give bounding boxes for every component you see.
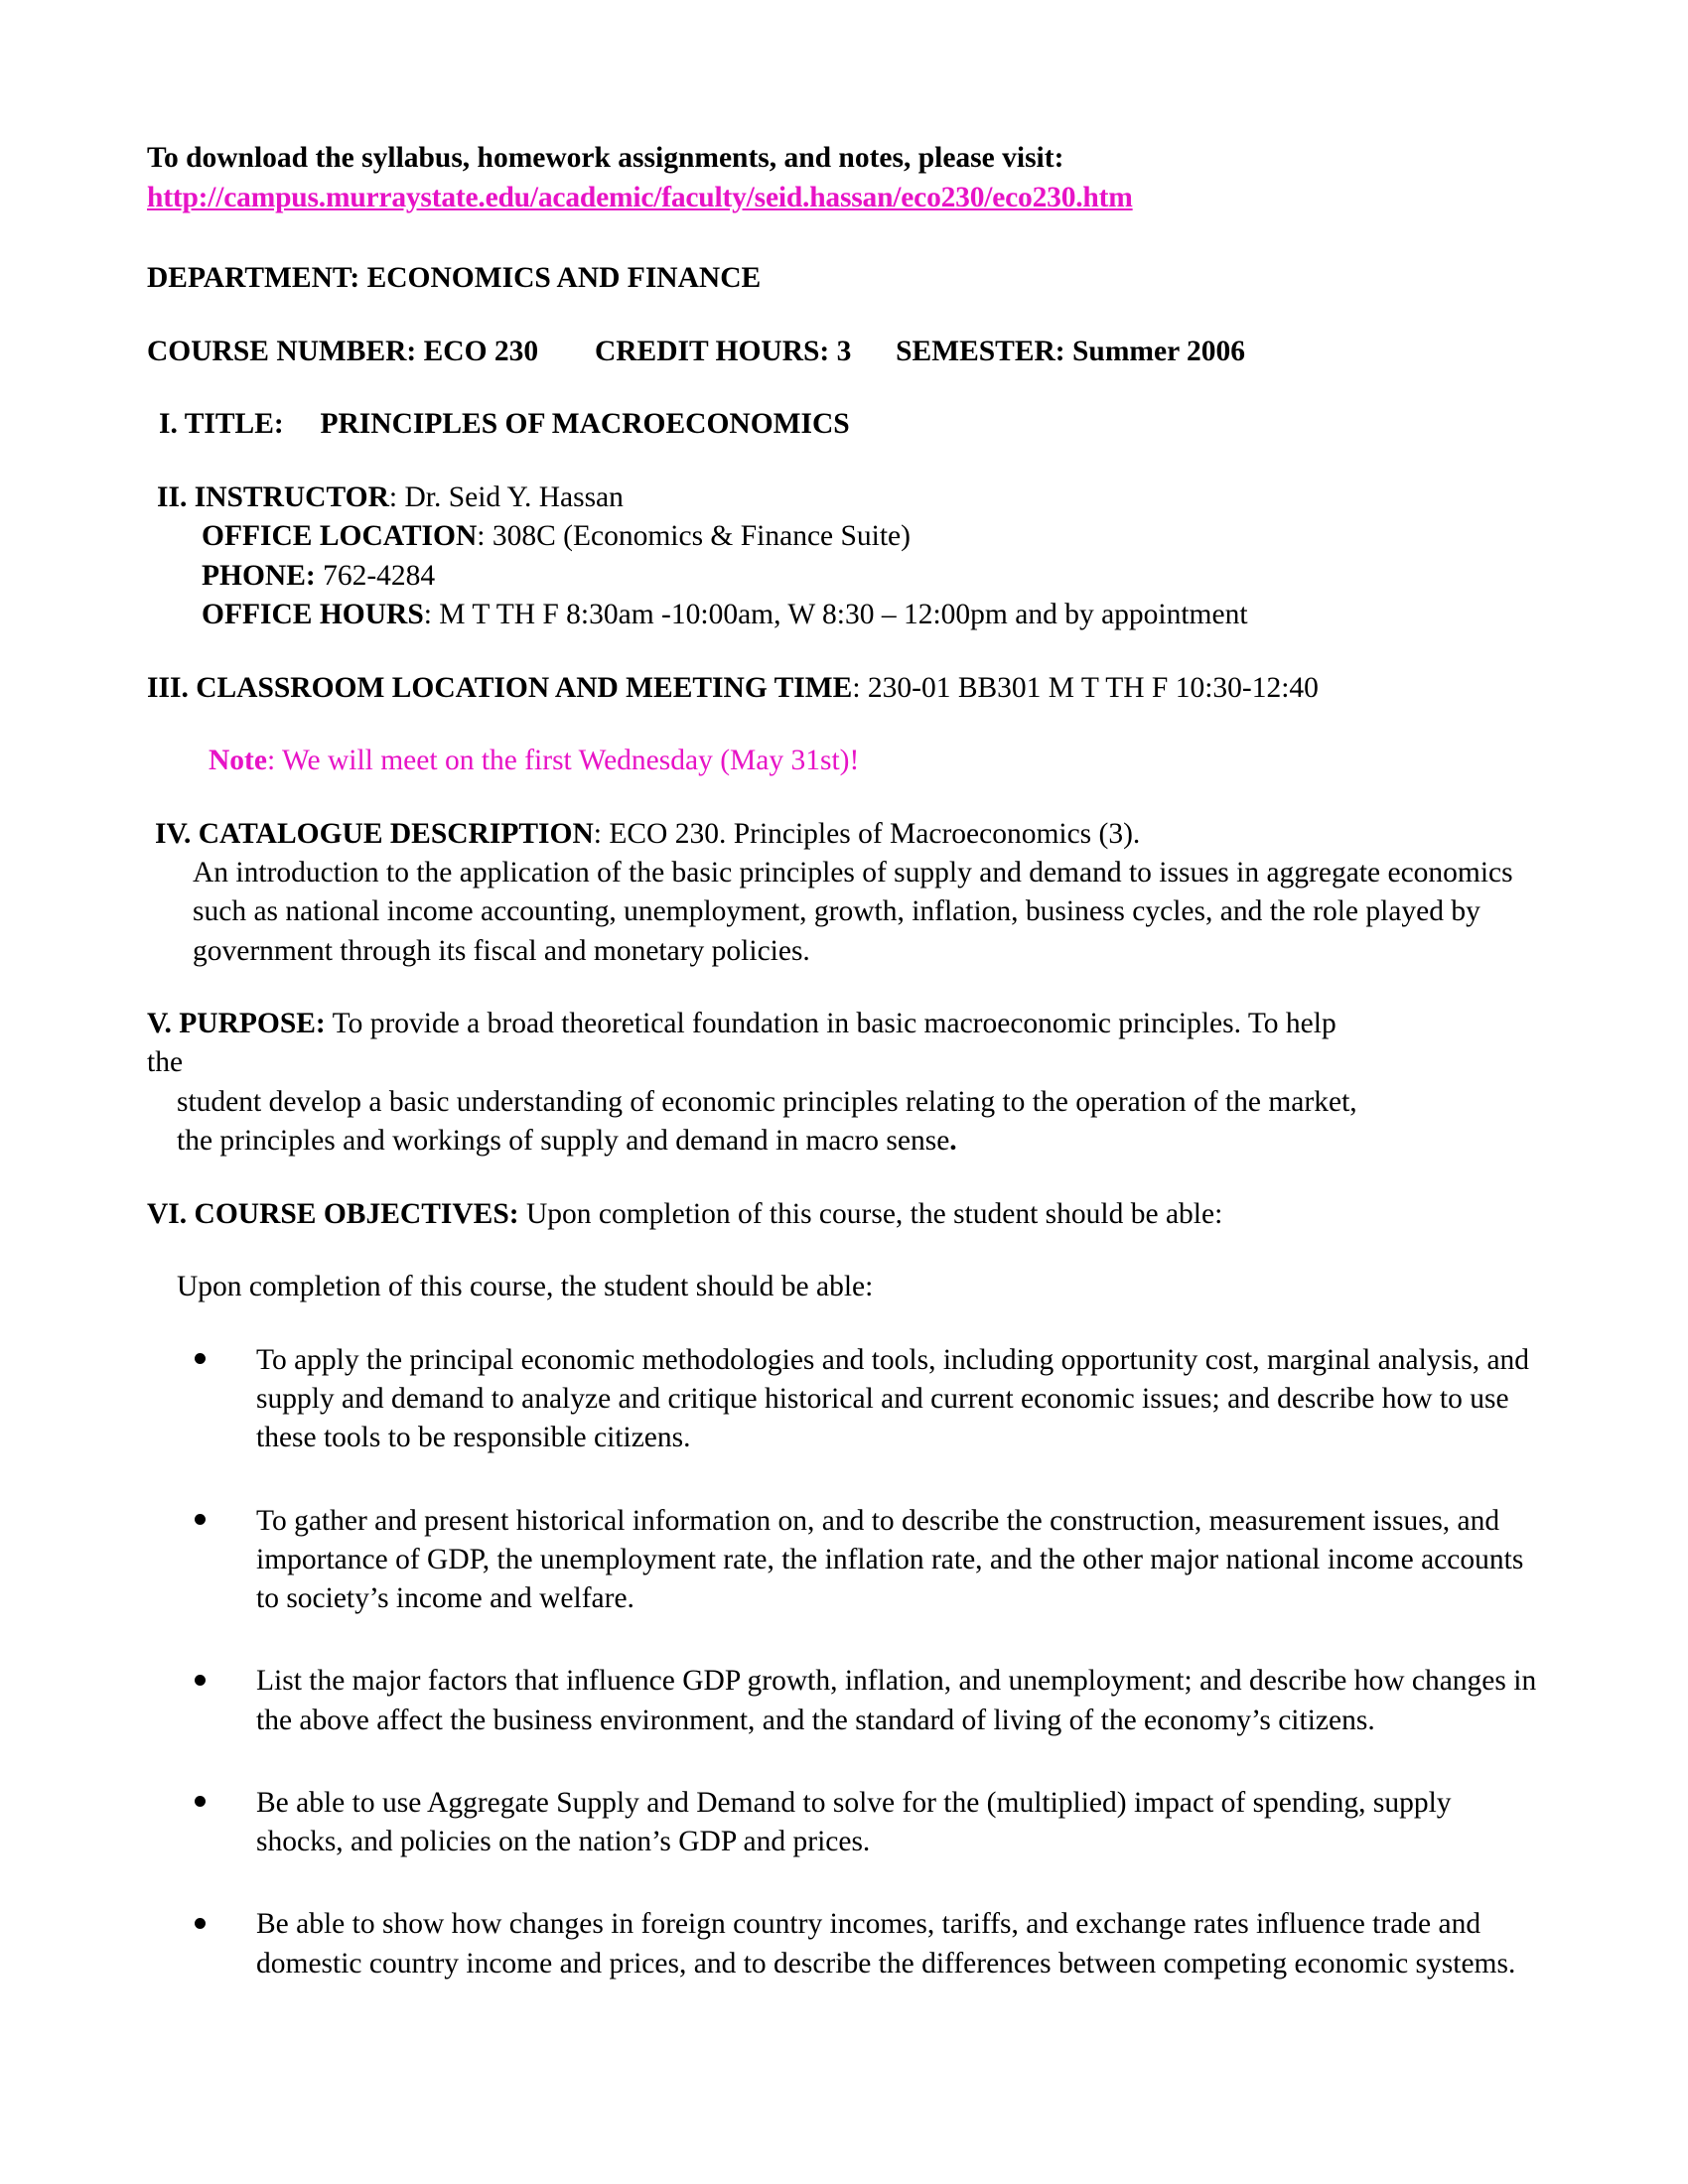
purpose-line3: student develop a basic understanding of economic principles relating to the operation of the market,	[177, 1085, 1357, 1118]
section-catalogue	[147, 815, 1537, 971]
list-item	[147, 1502, 1537, 1619]
note-text: : We will meet on the first Wednesday (May 31st)!	[266, 745, 860, 777]
spacer	[147, 1234, 1537, 1268]
instructor-name: : Dr. Seid Y. Hassan	[388, 480, 624, 513]
list-item	[147, 1784, 1537, 1861]
syllabus-url-link[interactable]: http://campus.murraystate.edu/academic/faculty/seid.hassan/eco230/eco230.htm	[147, 181, 1133, 213]
objective-text: Be able to show how changes in foreign country incomes, tariffs, and exchange rates influence trade and domestic country income and prices, and to describe the differences between competing economic systems.	[256, 1908, 1516, 1979]
catalogue-heading: IV. CATALOGUE DESCRIPTION	[155, 817, 594, 850]
spacer	[147, 781, 1537, 815]
spacer	[147, 445, 1537, 478]
spacer	[147, 217, 1537, 259]
section-title-numeral: I. TITLE:	[159, 408, 284, 441]
spacer	[147, 371, 1537, 405]
course-meta-line	[147, 333, 1537, 372]
document-body	[147, 139, 1537, 1983]
section-instructor	[147, 478, 1537, 635]
classroom-heading: III. CLASSROOM LOCATION AND MEETING TIME	[147, 671, 853, 704]
office-hours-value: : M T TH F 8:30am -10:00am, W 8:30 – 12:00pm and by appointment	[423, 599, 1248, 631]
spacer	[147, 635, 1537, 669]
objectives-heading-rest: Upon completion of this course, the student should be able:	[518, 1197, 1223, 1230]
office-hours-label: OFFICE HOURS	[202, 599, 424, 631]
purpose-heading-line	[147, 1005, 1537, 1044]
catalogue-heading-line	[147, 815, 1537, 855]
section-title-value: PRINCIPLES OF MACROECONOMICS	[320, 408, 850, 441]
bullet-icon	[195, 1918, 206, 1929]
spacer	[147, 708, 1537, 742]
office-hours-line	[147, 596, 1537, 635]
list-item	[147, 1905, 1537, 1982]
classroom-note	[147, 742, 1537, 781]
office-location-label: OFFICE LOCATION	[202, 520, 478, 553]
objective-text: To gather and present historical information on, and to describe the construction, measurement issues, and importance of GDP, the unemployment rate, the inflation rate, and the other major national income accounts to society’s income and welfare.	[256, 1504, 1524, 1615]
phone-line	[147, 557, 1537, 597]
classroom-line	[147, 669, 1537, 709]
office-location-line	[147, 517, 1537, 557]
phone-label: PHONE:	[202, 559, 316, 592]
spacer	[147, 1307, 1537, 1341]
purpose-line4-text: the principles and workings of supply and demand in macro sense	[177, 1125, 950, 1158]
department-line: DEPARTMENT: ECONOMICS AND FINANCE	[147, 262, 762, 295]
course-number-label: COURSE NUMBER: ECO 230	[147, 335, 539, 367]
list-item	[147, 1662, 1537, 1739]
objective-text: To apply the principal economic methodologies and tools, including opportunity cost, marginal analysis, and supply and demand to analyze and critique historical and current economic issues; and describe how to use these tools to be responsible citizens.	[256, 1343, 1530, 1454]
office-location-value: : 308C (Economics & Finance Suite)	[477, 520, 911, 553]
objectives-list	[147, 1341, 1537, 1983]
catalogue-value: : ECO 230. Principles of Macroeconomics (3).	[593, 817, 1141, 850]
objective-text: Be able to use Aggregate Supply and Demand to solve for the (multiplied) impact of spending, supply shocks, and policies on the nation’s GDP and prices.	[256, 1786, 1452, 1858]
semester-label: SEMESTER:	[896, 335, 1065, 367]
bullet-icon	[195, 1675, 206, 1686]
purpose-line4-period: .	[949, 1125, 957, 1158]
bullet-icon	[195, 1796, 206, 1807]
purpose-heading: V. PURPOSE:	[147, 1007, 326, 1039]
list-item	[147, 1341, 1537, 1458]
purpose-line1: To provide a broad theoretical foundation in basic macroeconomic principles. To help	[325, 1007, 1336, 1039]
instructor-line	[147, 478, 1537, 518]
download-note-text: To download the syllabus, homework assignments, and notes, please visit:	[147, 142, 1064, 174]
catalogue-body: An introduction to the application of the basic principles of supply and demand to issues in aggregate economics such as national income accounting, unemployment, growth, inflation, business cycles, and the role played by government through its fiscal and monetary policies.	[193, 857, 1513, 967]
objectives-heading-line	[147, 1195, 1537, 1235]
objectives-heading: VI. COURSE OBJECTIVES:	[147, 1197, 519, 1230]
instructor-label: II. INSTRUCTOR	[157, 480, 389, 513]
section-objectives	[147, 1195, 1537, 1983]
purpose-line4	[147, 1122, 1537, 1161]
spacer	[147, 1161, 1537, 1195]
purpose-line2: the	[147, 1046, 184, 1079]
section-title	[147, 405, 1537, 445]
note-word: Note	[209, 745, 267, 777]
spacer	[147, 299, 1537, 333]
objectives-intro: Upon completion of this course, the student should be able:	[177, 1271, 874, 1303]
spacer	[147, 971, 1537, 1005]
syllabus-url-line	[147, 179, 1537, 218]
semester-value: Summer 2006	[1072, 335, 1246, 367]
objective-text: List the major factors that influence GDP growth, inflation, and unemployment; and describe how changes in the above affect the business environment, and the standard of living of the economy’s citizens.	[256, 1665, 1537, 1736]
section-purpose	[147, 1005, 1537, 1161]
phone-value: 762-4284	[323, 559, 436, 592]
download-note-block	[147, 139, 1537, 217]
bullet-icon	[195, 1514, 206, 1525]
credit-hours-label: CREDIT HOURS: 3	[594, 335, 852, 367]
classroom-value: : 230-01 BB301 M T TH F 10:30-12:40	[852, 671, 1319, 704]
bullet-icon	[195, 1353, 206, 1364]
